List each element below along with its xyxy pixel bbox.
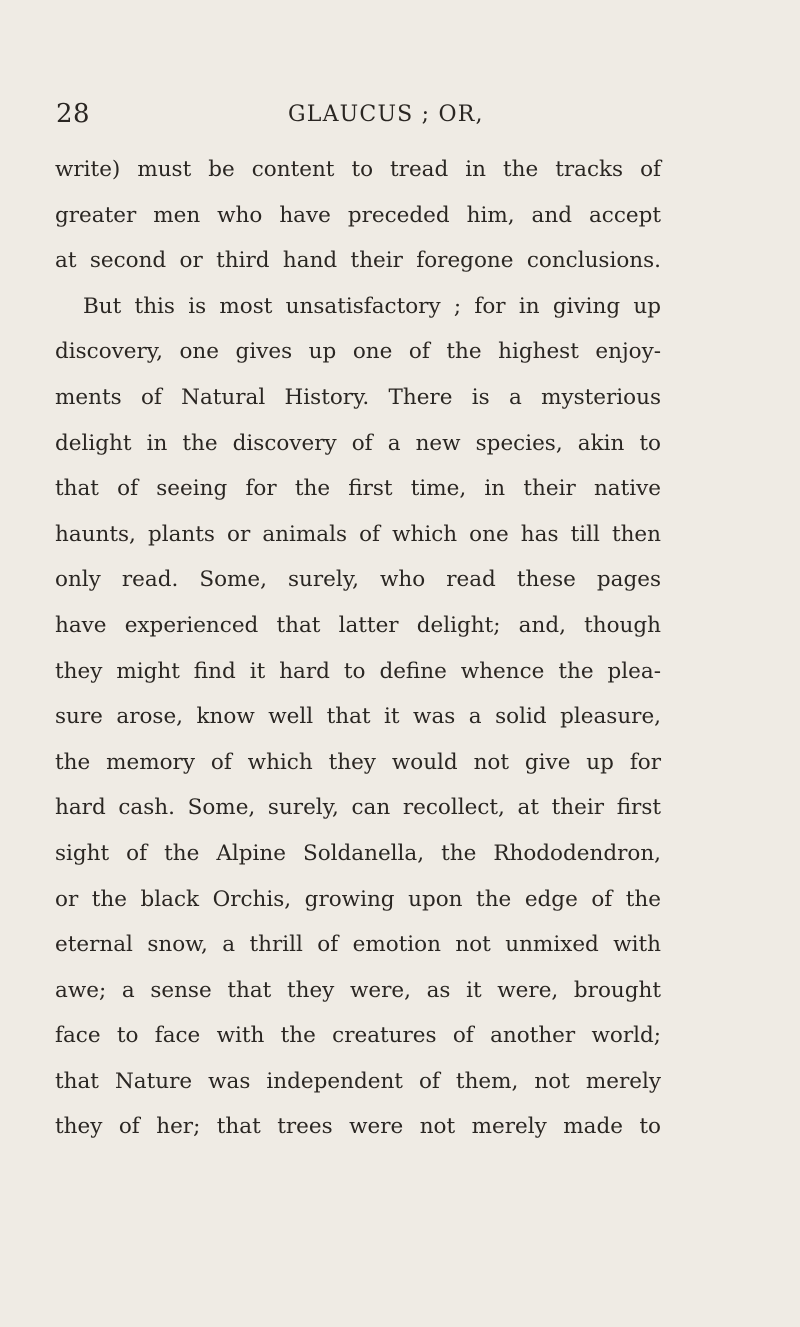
- text-line: hard cash. Some, surely, can recollect, at their first: [55, 795, 661, 821]
- text-line: ments of Natural History. There is a mysterious: [55, 384, 661, 410]
- text-line: awe; a sense that they were, as it were, brought: [55, 977, 661, 1003]
- text-line: sure arose, know well that it was a solid pleasure,: [55, 704, 661, 730]
- body-text: [55, 147, 661, 1150]
- text-line: only read. Some, surely, who read these pages: [55, 567, 661, 593]
- text-line: or the black Orchis, growing upon the edge of the: [55, 886, 661, 912]
- text-line: discovery, one gives up one of the highest enjoy-: [55, 339, 661, 365]
- text-line: haunts, plants or animals of which one has till then: [55, 521, 661, 547]
- text-line: at second or third hand their foregone conclusions.: [55, 248, 661, 274]
- text-line: greater men who have preceded him, and accept: [55, 202, 661, 228]
- text-line: they might find it hard to define whence the plea-: [55, 658, 661, 684]
- text-line: eternal snow, a thrill of emotion not unmixed with: [55, 932, 661, 958]
- text-line: that Nature was independent of them, not merely: [55, 1068, 661, 1094]
- text-line: write) must be content to tread in the tracks of: [55, 157, 661, 182]
- text-line: have experienced that latter delight; and, though: [55, 612, 661, 638]
- running-head: [56, 99, 696, 139]
- text-line: sight of the Alpine Soldanella, the Rhododendron,: [55, 840, 661, 866]
- text-line: the memory of which they would not give up for: [55, 749, 661, 775]
- page-number: 28: [56, 99, 91, 129]
- paragraph-first-line: But this is most unsatisfactory ; for in giving up: [83, 293, 661, 319]
- running-title: GLAUCUS ; OR,: [288, 102, 484, 127]
- text-line: face to face with the creatures of another world;: [55, 1023, 661, 1049]
- text-line: they of her; that trees were not merely made to: [55, 1114, 661, 1140]
- text-line: delight in the discovery of a new species, akin to: [55, 430, 661, 456]
- text-line: that of seeing for the first time, in their native: [55, 476, 661, 502]
